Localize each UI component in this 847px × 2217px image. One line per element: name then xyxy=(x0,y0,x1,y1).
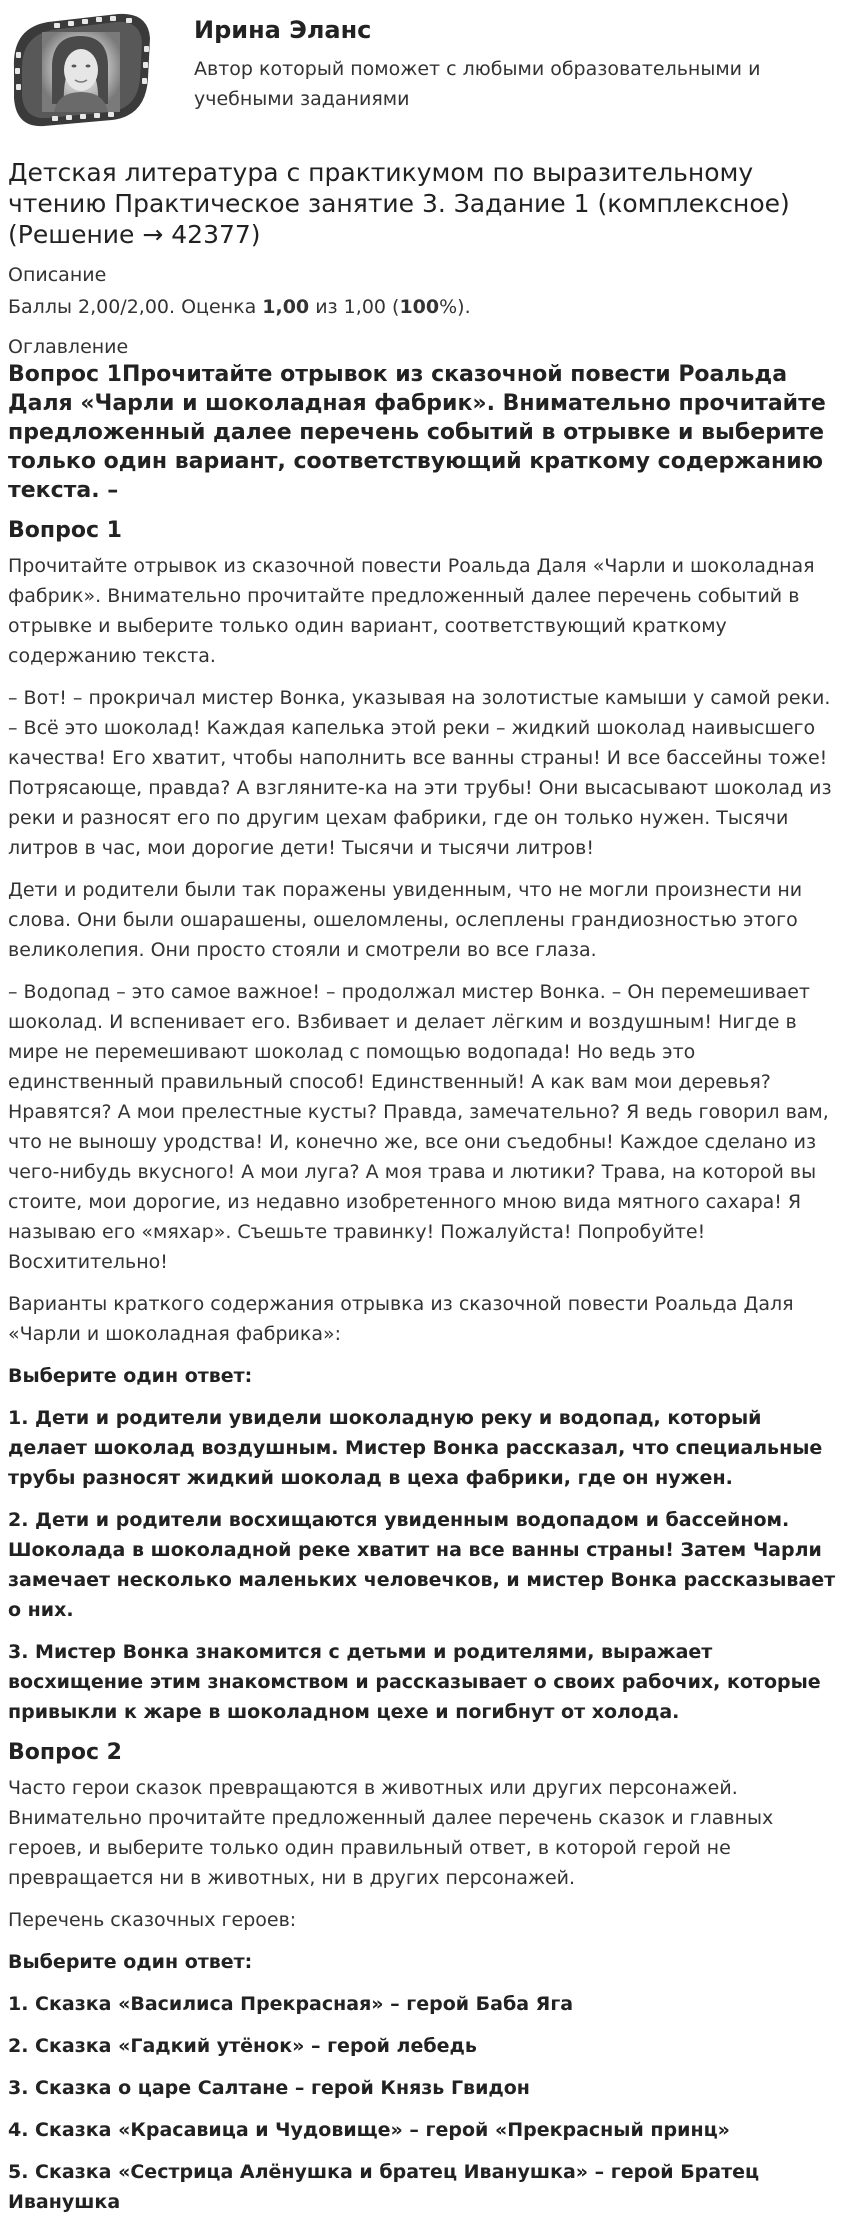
question-2 xyxy=(8,1740,847,2217)
answer-option-2[interactable]: 2. Дети и родители восхищаются увиденным водопадом и бассейном. Шоколада в шоколадной реке хватит на все ванны страны! Затем Чарли замечает несколько маленьких человечков, и мистер Вонка рассказывает о них. xyxy=(8,1509,836,1621)
question-heading: Вопрос 2 xyxy=(8,1740,122,1765)
answer-option-2[interactable]: 2. Сказка «Гадкий утёнок» – герой лебедь xyxy=(8,2035,477,2057)
score-value: 1,00 xyxy=(262,296,310,318)
answer-option-1[interactable]: 1. Сказка «Василиса Прекрасная» – герой Баба Яга xyxy=(8,1993,574,2015)
author-card xyxy=(8,8,847,130)
question-1 xyxy=(8,518,847,1727)
question-paragraph: – Вот! – прокричал мистер Вонка, указывая на золотистые камыши у самой реки. – Всё это шоколад! Каждая капелька этой реки – жидкий шоколад наивысшего качества! Его хватит, чтобы наполнить все ванны страны! И все бассейны тоже! Потрясающе, правда? А взгляните-ка на эти трубы! Они высасывают шоколад из реки и разносят его по другим цехам фабрики, где он только нужен. Тысячи литров в час, мои дорогие дети! Тысячи и тысячи литров! xyxy=(8,687,832,859)
answer-option-3[interactable]: 3. Мистер Вонка знакомится с детьми и родителями, выражает восхищение этим знакомством и рассказывает о своих рабочих, которые привыкли к жаре в шоколадном цехе и погибнут от холода. xyxy=(8,1641,821,1723)
author-info xyxy=(156,8,794,114)
score-line xyxy=(8,296,847,318)
toc-label: Оглавление xyxy=(8,336,129,358)
question-paragraph: – Водопад – это самое важное! – продолжал мистер Вонка. – Он перемешивает шоколад. И вспенивает его. Взбивает и делает лёгким и воздушным! Нигде в мире не перемешивают шоколад с помощью водопада! Но ведь это единственный правильный способ! Единственный! А как вам мои деревья? Нравятся? А мои прелестные кусты? Правда, замечательно? Я ведь говорил вам, что не выношу уродства! И, конечно же, все они съедобны! Каждое сделано из чего-нибудь вкусного! А мои луга? А моя трава и лютики? Трава, на которой вы стоите, мои дорогие, из недавно изобретенного мною вида мятного сахара! Я называю его «мяхар». Съешьте травинку! Пожалуйста! Попробуйте! Восхитительно! xyxy=(8,981,829,1273)
author-description: Автор который поможет с любыми образовательными и учебными заданиями xyxy=(194,58,761,110)
score-percent: 100 xyxy=(399,296,440,318)
question-paragraph: Варианты краткого содержания отрывка из сказочной повести Роальда Даля «Чарли и шоколадная фабрика»: xyxy=(8,1293,794,1345)
score-suffix: %). xyxy=(439,296,471,318)
question-paragraph: Перечень сказочных героев: xyxy=(8,1909,297,1931)
answer-option-4[interactable]: 4. Сказка «Красавица и Чудовище» – герой «Прекрасный принц» xyxy=(8,2119,730,2141)
score-middle: из 1,00 ( xyxy=(309,296,400,318)
author-name[interactable]: Ирина Эланс xyxy=(194,16,372,44)
answer-option-3[interactable]: 3. Сказка о царе Салтане – герой Князь Гвидон xyxy=(8,2077,530,2099)
avatar[interactable] xyxy=(8,8,156,130)
answer-option-1[interactable]: 1. Дети и родители увидели шоколадную реку и водопад, который делает шоколад воздушным. Мистер Вонка рассказал, что специальные трубы разносят жидкий шоколад в цеха фабрики, где он нужен. xyxy=(8,1407,823,1489)
question-heading: Вопрос 1 xyxy=(8,518,122,543)
description-label: Описание xyxy=(8,264,107,286)
score-prefix: Баллы 2,00/2,00. Оценка xyxy=(8,296,263,318)
document-title: Детская литература с практикумом по выразительному чтению Практическое занятие 3. Задание 1 (комплексное) (Решение → 42377) xyxy=(8,158,790,249)
avatar-film-frame-icon xyxy=(8,8,156,130)
answer-prompt: Выберите один ответ: xyxy=(8,1951,253,1973)
answer-prompt: Выберите один ответ: xyxy=(8,1365,253,1387)
question-paragraph: Прочитайте отрывок из сказочной повести Роальда Даля «Чарли и шоколадная фабрик». Внимательно прочитайте предложенный далее перечень событий в отрывке и выберите только один вариант, соответствующий краткому содержанию текста. xyxy=(8,555,815,667)
answer-option-5[interactable]: 5. Сказка «Сестрица Алёнушка и братец Иванушка» – герой Братец Иванушка xyxy=(8,2161,760,2213)
question-paragraph: Дети и родители были так поражены увиденным, что не могли произнести ни слова. Они были ошарашены, ошеломлены, ослеплены грандиозностью этого великолепия. Они просто стояли и смотрели во все глаза. xyxy=(8,879,803,961)
toc-link-question-1[interactable]: Вопрос 1Прочитайте отрывок из сказочной повести Роальда Даля «Чарли и шоколадная фабрик». Внимательно прочитайте предложенный далее перечень событий в отрывке и выберите только один вариант, соответствующий краткому содержанию текста. – xyxy=(8,362,826,503)
question-paragraph: Часто герои сказок превращаются в животных или других персонажей. Внимательно прочитайте предложенный далее перечень сказок и главных героев, и выберите только один правильный ответ, в которой герой не превращается ни в животных, ни в других персонажей. xyxy=(8,1777,774,1889)
